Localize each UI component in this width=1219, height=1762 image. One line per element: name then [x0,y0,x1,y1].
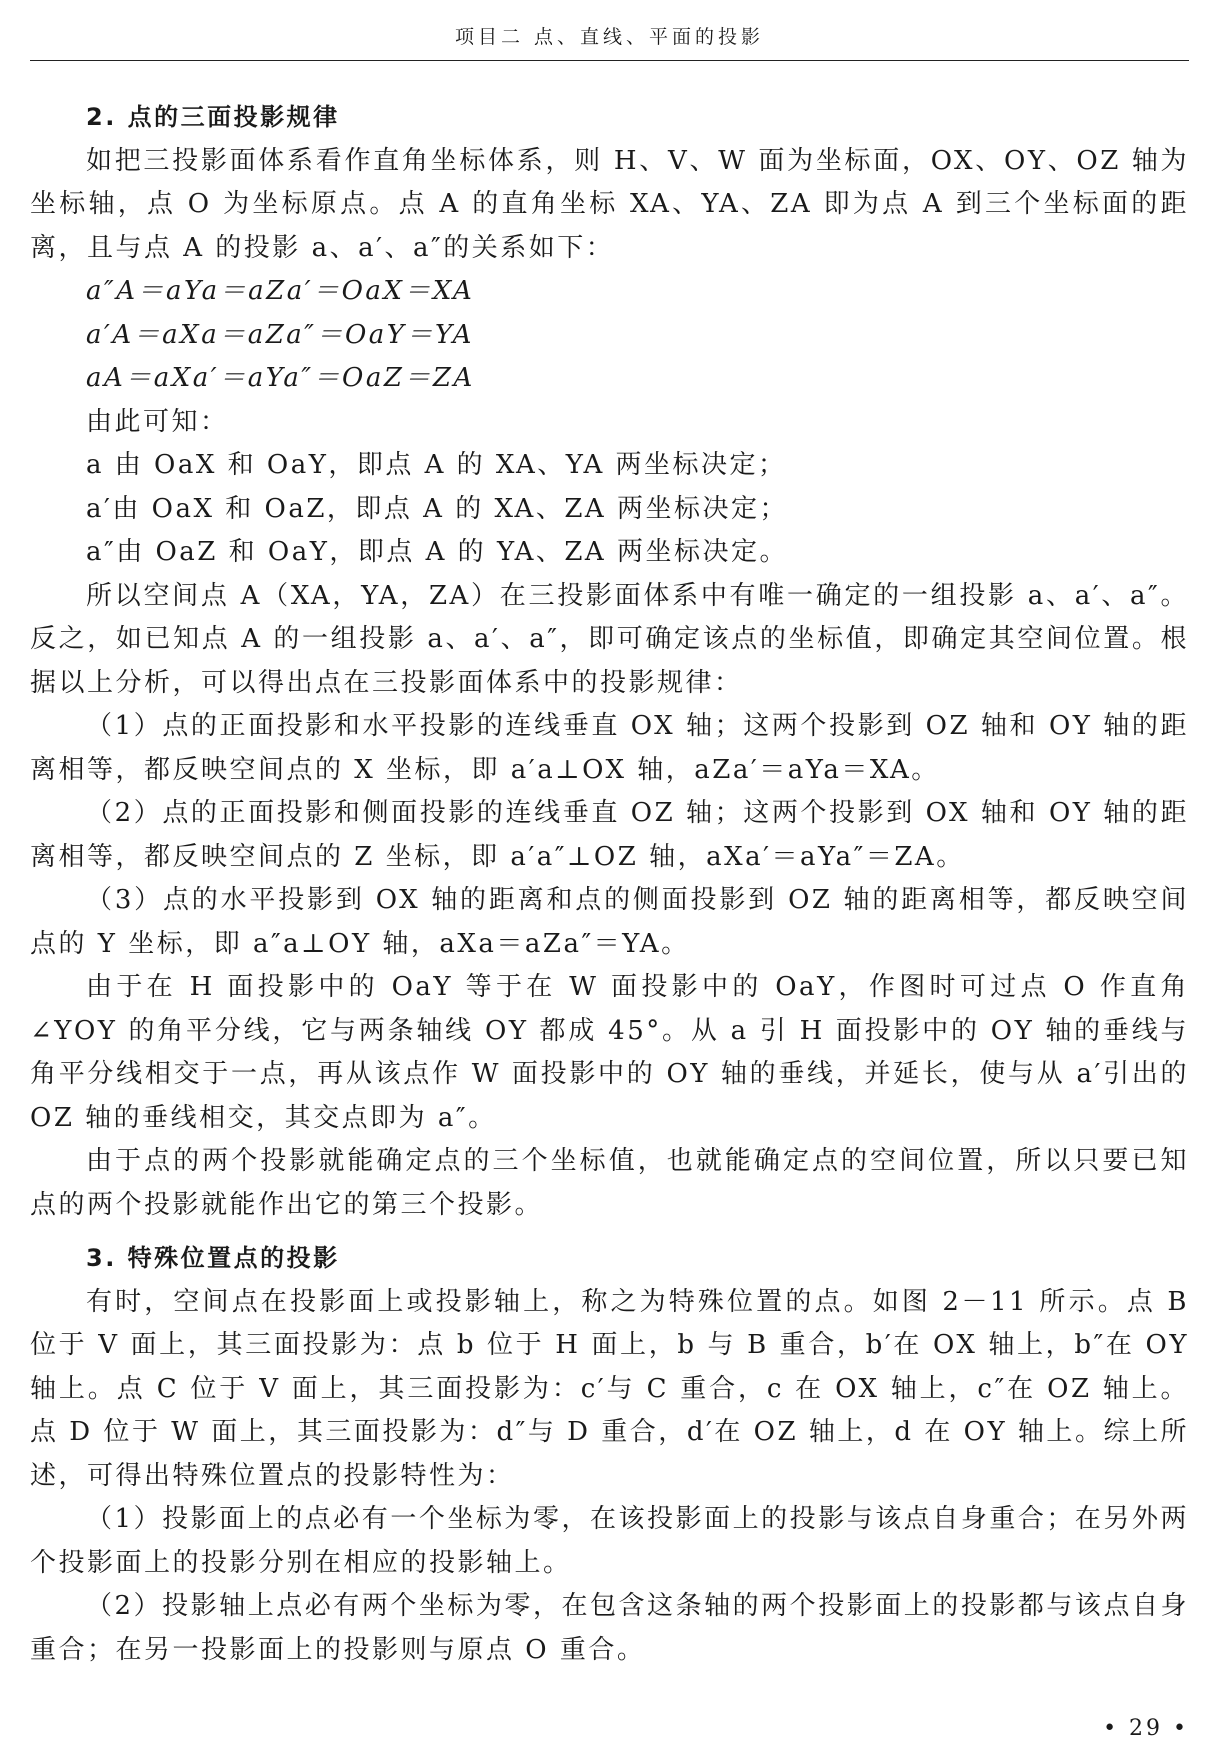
paragraph: 由于在 H 面投影中的 OaY 等于在 W 面投影中的 OaY，作图时可过点 O 作直角∠YOY 的角平分线，它与两条轴线 OY 都成 45°。从 a 引 H 面投影中的 OY 轴的垂线与角平分线相交于一点，再从该点作 W 面投影中的 OY 轴的垂线，并延长，使与从 a′引出的 OZ 轴的垂线相交，其交点即为 a″。 [30,972,1189,1133]
page-number: • 29 • [1103,1716,1189,1741]
rule-item: （2）投影轴上点必有两个坐标为零，在包含这条轴的两个投影面上的投影都与该点自身重合；在另一投影面上的投影则与原点 O 重合。 [30,1591,1189,1665]
paragraph: 有时，空间点在投影面上或投影轴上，称之为特殊位置的点。如图 2－11 所示。点 B 位于 V 面上，其三面投影为：点 b 位于 H 面上，b 与 B 重合，b′在 OX 轴上，b″在 OY 轴上。点 C 位于 V 面上，其三面投影为：c′与 C 重合，c 在 OX 轴上，c″在 OZ 轴上。点 D 位于 W 面上，其三面投影为：d″与 D 重合，d′在 OZ 轴上，d 在 OY 轴上。综上所述，可得出特殊位置点的投影特性为： [30,1286,1189,1491]
page-body [30,96,1189,1672]
rule-item: （1）点的正面投影和水平投影的连线垂直 OX 轴；这两个投影到 OZ 轴和 OY 轴的距离相等，都反映空间点的 X 坐标，即 a′a⊥OX 轴，aZa′＝aYa＝XA。 [30,711,1189,785]
header-divider [30,60,1189,61]
paragraph: 由此可知： [86,406,229,437]
formula-line: a′A＝aXa＝aZa″＝OaY＝YA [86,319,474,350]
paragraph: 所以空间点 A（XA，YA，ZA）在三投影面体系中有唯一确定的一组投影 a、a′、a″。反之，如已知点 A 的一组投影 a、a′、a″，即可确定该点的坐标值，即确定其空间位置。根据以上分析，可以得出点在三投影面体系中的投影规律： [30,580,1189,698]
rule-item: （3）点的水平投影到 OX 轴的距离和点的侧面投影到 OZ 轴的距离相等，都反映空间点的 Y 坐标，即 a″a⊥OY 轴，aXa＝aZa″＝YA。 [30,885,1189,959]
section-heading: 2. 点的三面投影规律 [86,103,340,131]
paragraph: 如把三投影面体系看作直角坐标体系，则 H、V、W 面为坐标面，OX、OY、OZ 轴为坐标轴，点 O 为坐标原点。点 A 的直角坐标 XA、YA、ZA 即为点 A 到三个坐标面的距离，且与点 A 的投影 a、a′、a″的关系如下： [30,145,1189,263]
rule-item: （2）点的正面投影和侧面投影的连线垂直 OZ 轴；这两个投影到 OX 轴和 OY 轴的距离相等，都反映空间点的 Z 坐标，即 a′a″⊥OZ 轴，aXa′＝aYa″＝ZA。 [30,798,1189,872]
running-header: 项目二 点、直线、平面的投影 [454,26,765,48]
formula-line: a″A＝aYa＝aZa′＝OaX＝XA [86,276,475,306]
list-item: a 由 OaX 和 OaY，即点 A 的 XA、YA 两坐标决定； [86,450,787,480]
list-item: a″由 OaZ 和 OaY，即点 A 的 YA、ZA 两坐标决定。 [86,537,788,567]
formula-line: aA＝aXa′＝aYa″＝OaZ＝ZA [86,363,475,393]
list-item: a′由 OaX 和 OaZ，即点 A 的 XA、ZA 两坐标决定； [86,493,788,524]
section-heading: 3. 特殊位置点的投影 [86,1244,340,1272]
paragraph: 由于点的两个投影就能确定点的三个坐标值，也就能确定点的空间位置，所以只要已知点的两个投影就能作出它的第三个投影。 [30,1146,1189,1220]
rule-item: （1）投影面上的点必有一个坐标为零，在该投影面上的投影与该点自身重合；在另外两个投影面上的投影分别在相应的投影轴上。 [30,1504,1189,1578]
